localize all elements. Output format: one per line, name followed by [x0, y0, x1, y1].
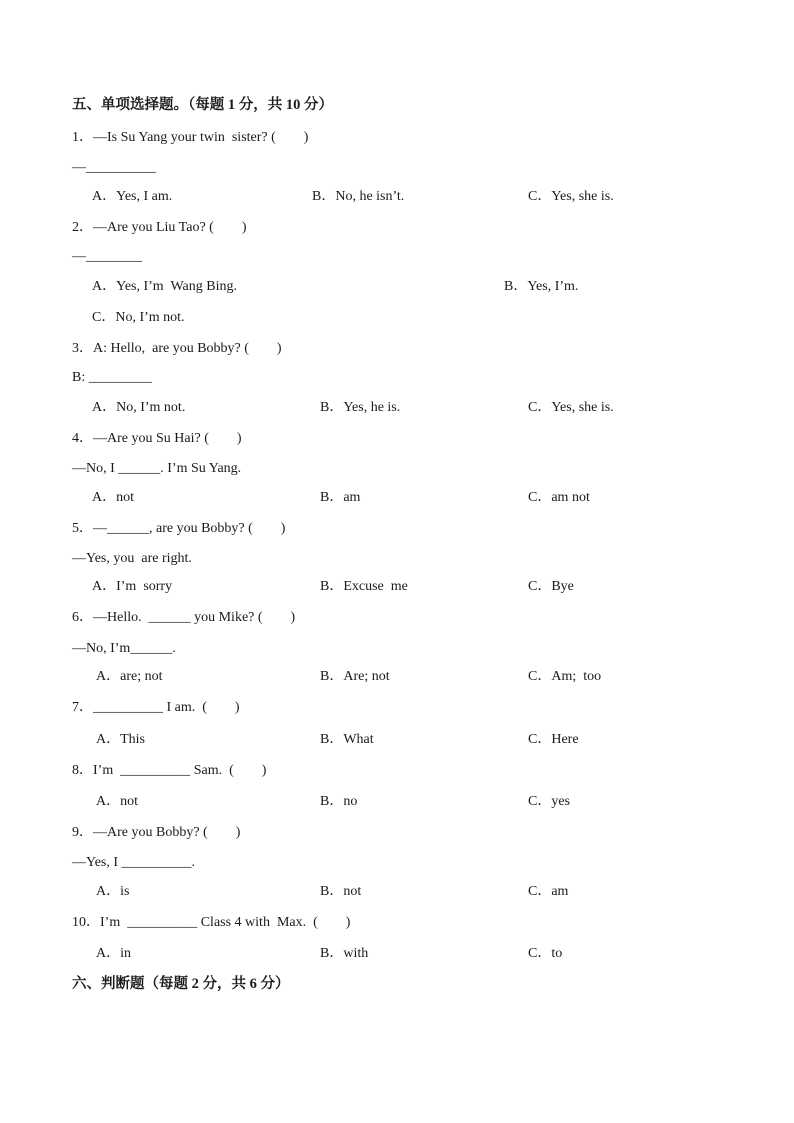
section5-title: 五、单项选择题。（每题 1 分，共 10 分）	[72, 97, 333, 113]
question-4-option-b[interactable]: B．am	[320, 490, 361, 505]
question-8-option-a[interactable]: A．not	[96, 794, 138, 809]
question-7-stem: 7．__________ I am. ( )	[72, 700, 240, 715]
question-5-stem: 5．—______, are you Bobby? ( )	[72, 521, 286, 536]
section6-title: 六、判断题（每题 2 分，共 6 分）	[72, 976, 290, 992]
question-5-option-c[interactable]: C．Bye	[528, 579, 574, 594]
question-4-option-c[interactable]: C．am not	[528, 490, 590, 505]
question-1-stem: 1．—Is Su Yang your twin sister? ( )	[72, 130, 309, 145]
question-8-option-c[interactable]: C．yes	[528, 794, 570, 809]
question-10-stem: 10．I’m __________ Class 4 with Max. ( )	[72, 915, 351, 930]
question-10-option-c[interactable]: C．to	[528, 946, 563, 961]
question-1-option-b[interactable]: B．No, he isn’t.	[312, 189, 405, 204]
question-9-option-a[interactable]: A．is	[96, 884, 130, 899]
question-7-option-c[interactable]: C．Here	[528, 732, 579, 747]
question-9-option-b[interactable]: B．not	[320, 884, 362, 899]
question-10-option-a[interactable]: A．in	[96, 946, 131, 961]
question-5-answer-line: —Yes, you are right.	[72, 551, 192, 566]
question-6-option-a[interactable]: A．are; not	[96, 669, 163, 684]
question-2-stem: 2．—Are you Liu Tao? ( )	[72, 220, 247, 235]
question-1-option-a[interactable]: A．Yes, I am.	[92, 189, 173, 204]
question-10-option-b[interactable]: B．with	[320, 946, 369, 961]
question-4-answer-line: —No, I ______. I’m Su Yang.	[72, 461, 242, 476]
question-7-option-b[interactable]: B．What	[320, 732, 374, 747]
question-4-stem: 4．—Are you Su Hai? ( )	[72, 431, 242, 446]
question-7-option-a[interactable]: A．This	[96, 732, 145, 747]
question-4-option-a[interactable]: A．not	[92, 490, 134, 505]
question-2-option-c[interactable]: C．No, I’m not.	[92, 310, 185, 325]
question-3-option-a[interactable]: A．No, I’m not.	[92, 400, 186, 415]
question-6-option-c[interactable]: C．Am; too	[528, 669, 602, 684]
question-2-answer-line: —________	[72, 249, 142, 264]
question-2-option-b[interactable]: B．Yes, I’m.	[504, 279, 579, 294]
question-5-option-b[interactable]: B．Excuse me	[320, 579, 408, 594]
question-8-stem: 8．I’m __________ Sam. ( )	[72, 763, 267, 778]
question-6-answer-line: —No, I’m______.	[72, 641, 176, 656]
question-3-answer-line: B: _________	[72, 370, 152, 385]
question-1-answer-line: —__________	[72, 160, 156, 175]
question-3-option-b[interactable]: B．Yes, he is.	[320, 400, 401, 415]
question-2-option-a[interactable]: A．Yes, I’m Wang Bing.	[92, 279, 237, 294]
question-9-option-c[interactable]: C．am	[528, 884, 569, 899]
question-9-stem: 9．—Are you Bobby? ( )	[72, 825, 241, 840]
question-8-option-b[interactable]: B．no	[320, 794, 358, 809]
question-1-option-c[interactable]: C．Yes, she is.	[528, 189, 614, 204]
question-6-stem: 6．—Hello. ______ you Mike? ( )	[72, 610, 296, 625]
question-3-option-c[interactable]: C．Yes, she is.	[528, 400, 614, 415]
question-3-stem: 3．A: Hello, are you Bobby? ( )	[72, 341, 282, 356]
question-9-answer-line: —Yes, I __________.	[72, 855, 196, 870]
question-6-option-b[interactable]: B．Are; not	[320, 669, 390, 684]
question-5-option-a[interactable]: A．I’m sorry	[92, 579, 173, 594]
